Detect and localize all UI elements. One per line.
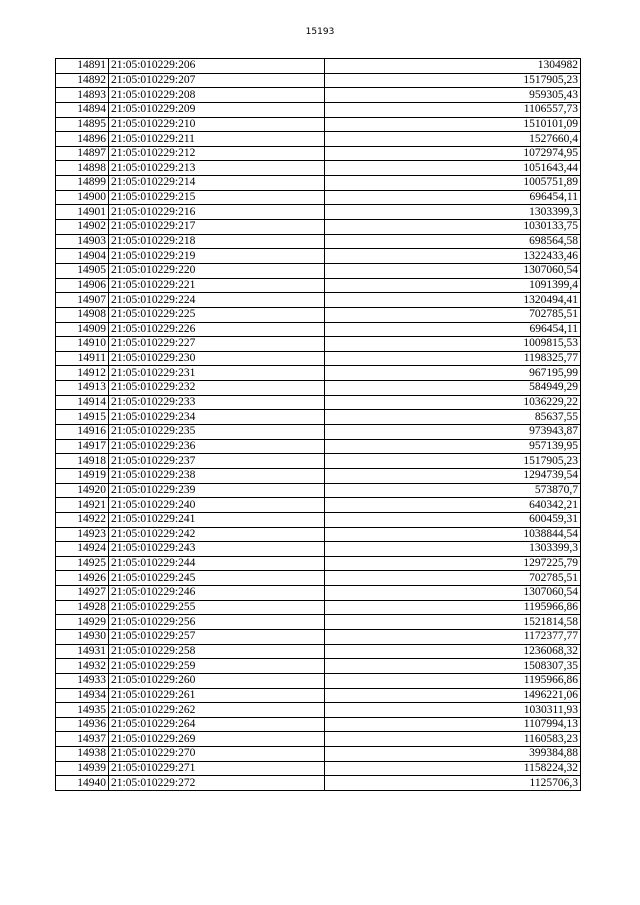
cadastral-value-cell: 1051643,44 [325, 161, 581, 176]
row-number-cell: 14939 [56, 761, 109, 776]
cadastral-value-cell: 1195966,86 [325, 673, 581, 688]
table-row [56, 673, 581, 688]
cadastral-number-cell: 21:05:010229:241 [109, 512, 325, 527]
row-number-cell: 14924 [56, 542, 109, 557]
cadastral-value-cell: 1303399,3 [325, 205, 581, 220]
row-number-cell: 14940 [56, 776, 109, 791]
table-row [56, 615, 581, 630]
table-row [56, 468, 581, 483]
row-number-cell: 14910 [56, 337, 109, 352]
cadastral-value-cell: 1304982 [325, 59, 581, 74]
row-number-cell: 14902 [56, 220, 109, 235]
cadastral-value-cell: 1106557,73 [325, 102, 581, 117]
table-row [56, 161, 581, 176]
row-number-cell: 14917 [56, 439, 109, 454]
cadastral-value-cell: 584949,29 [325, 381, 581, 396]
cadastral-value-cell: 1508307,35 [325, 659, 581, 674]
cadastral-number-cell: 21:05:010229:239 [109, 483, 325, 498]
cadastral-number-cell: 21:05:010229:213 [109, 161, 325, 176]
table-row [56, 73, 581, 88]
row-number-cell: 14895 [56, 117, 109, 132]
table-row [56, 483, 581, 498]
cadastral-value-cell: 1307060,54 [325, 263, 581, 278]
row-number-cell: 14892 [56, 73, 109, 88]
cadastral-value-cell: 1072974,95 [325, 146, 581, 161]
cadastral-number-cell: 21:05:010229:240 [109, 498, 325, 513]
cadastral-number-cell: 21:05:010229:264 [109, 717, 325, 732]
table-row [56, 703, 581, 718]
cadastral-number-cell: 21:05:010229:221 [109, 278, 325, 293]
row-number-cell: 14893 [56, 88, 109, 103]
cadastral-value-cell: 1322433,46 [325, 249, 581, 264]
table-row [56, 220, 581, 235]
cadastral-value-cell: 600459,31 [325, 512, 581, 527]
row-number-cell: 14932 [56, 659, 109, 674]
cadastral-value-cell: 640342,21 [325, 498, 581, 513]
row-number-cell: 14934 [56, 688, 109, 703]
row-number-cell: 14901 [56, 205, 109, 220]
row-number-cell: 14920 [56, 483, 109, 498]
row-number-cell: 14900 [56, 190, 109, 205]
cadastral-value-cell: 967195,99 [325, 366, 581, 381]
cadastral-value-cell: 957139,95 [325, 439, 581, 454]
cadastral-value-cell: 85637,55 [325, 410, 581, 425]
cadastral-number-cell: 21:05:010229:256 [109, 615, 325, 630]
cadastral-number-cell: 21:05:010229:210 [109, 117, 325, 132]
cadastral-value-cell: 399384,88 [325, 747, 581, 762]
cadastral-number-cell: 21:05:010229:257 [109, 629, 325, 644]
cadastral-value-cell: 1107994,13 [325, 717, 581, 732]
table-row [56, 366, 581, 381]
row-number-cell: 14923 [56, 527, 109, 542]
table-row [56, 498, 581, 513]
cadastral-value-cell: 1527660,4 [325, 132, 581, 147]
cadastral-number-cell: 21:05:010229:262 [109, 703, 325, 718]
cadastral-value-cell: 1303399,3 [325, 542, 581, 557]
table-row [56, 512, 581, 527]
cadastral-value-cell: 1236068,32 [325, 644, 581, 659]
cadastral-value-cell: 973943,87 [325, 425, 581, 440]
row-number-cell: 14896 [56, 132, 109, 147]
table-row [56, 205, 581, 220]
cadastral-value-cell: 1297225,79 [325, 556, 581, 571]
cadastral-value-cell: 696454,11 [325, 322, 581, 337]
cadastral-number-cell: 21:05:010229:261 [109, 688, 325, 703]
row-number-cell: 14931 [56, 644, 109, 659]
row-number-cell: 14930 [56, 629, 109, 644]
table-row [56, 146, 581, 161]
cadastral-number-cell: 21:05:010229:211 [109, 132, 325, 147]
cadastral-value-cell: 702785,51 [325, 307, 581, 322]
table-row [56, 307, 581, 322]
row-number-cell: 14916 [56, 425, 109, 440]
cadastral-number-cell: 21:05:010229:227 [109, 337, 325, 352]
cadastral-number-cell: 21:05:010229:215 [109, 190, 325, 205]
table-row [56, 381, 581, 396]
cadastral-number-cell: 21:05:010229:245 [109, 571, 325, 586]
cadastral-number-cell: 21:05:010229:233 [109, 395, 325, 410]
table-row [56, 527, 581, 542]
table-row [56, 190, 581, 205]
row-number-cell: 14894 [56, 102, 109, 117]
cadastral-number-cell: 21:05:010229:209 [109, 102, 325, 117]
table-row [56, 629, 581, 644]
table-row [56, 571, 581, 586]
row-number-cell: 14908 [56, 307, 109, 322]
cadastral-value-cell: 573870,7 [325, 483, 581, 498]
table-row [56, 454, 581, 469]
cadastral-value-cell: 1030133,75 [325, 220, 581, 235]
row-number-cell: 14899 [56, 176, 109, 191]
cadastral-number-cell: 21:05:010229:207 [109, 73, 325, 88]
table-row [56, 659, 581, 674]
cadastral-number-cell: 21:05:010229:216 [109, 205, 325, 220]
cadastral-number-cell: 21:05:010229:255 [109, 600, 325, 615]
cadastral-number-cell: 21:05:010229:238 [109, 468, 325, 483]
cadastral-number-cell: 21:05:010229:226 [109, 322, 325, 337]
table-row [56, 59, 581, 74]
cadastral-number-cell: 21:05:010229:237 [109, 454, 325, 469]
cadastral-value-cell: 1009815,53 [325, 337, 581, 352]
cadastral-value-cell: 959305,43 [325, 88, 581, 103]
cadastral-number-cell: 21:05:010229:259 [109, 659, 325, 674]
table-row [56, 600, 581, 615]
row-number-cell: 14898 [56, 161, 109, 176]
table-row [56, 776, 581, 791]
row-number-cell: 14903 [56, 234, 109, 249]
table-row [56, 410, 581, 425]
cadastral-number-cell: 21:05:010229:260 [109, 673, 325, 688]
cadastral-value-cell: 1320494,41 [325, 293, 581, 308]
cadastral-value-cell: 1125706,3 [325, 776, 581, 791]
cadastral-number-cell: 21:05:010229:242 [109, 527, 325, 542]
table-row [56, 644, 581, 659]
row-number-cell: 14922 [56, 512, 109, 527]
row-number-cell: 14921 [56, 498, 109, 513]
cadastral-value-cell: 1294739,54 [325, 468, 581, 483]
cadastral-number-cell: 21:05:010229:244 [109, 556, 325, 571]
row-number-cell: 14897 [56, 146, 109, 161]
table-row [56, 425, 581, 440]
table-row [56, 278, 581, 293]
table-row [56, 542, 581, 557]
table-row [56, 688, 581, 703]
cadastral-value-cell: 1198325,77 [325, 351, 581, 366]
table-row [56, 88, 581, 103]
cadastral-number-cell: 21:05:010229:243 [109, 542, 325, 557]
row-number-cell: 14937 [56, 732, 109, 747]
cadastral-value-cell: 1307060,54 [325, 586, 581, 601]
row-number-cell: 14913 [56, 381, 109, 396]
table-row [56, 761, 581, 776]
table-row [56, 717, 581, 732]
cadastral-value-cell: 1496221,06 [325, 688, 581, 703]
row-number-cell: 14906 [56, 278, 109, 293]
table-row [56, 586, 581, 601]
cadastral-number-cell: 21:05:010229:258 [109, 644, 325, 659]
row-number-cell: 14936 [56, 717, 109, 732]
row-number-cell: 14912 [56, 366, 109, 381]
cadastral-value-cell: 1521814,58 [325, 615, 581, 630]
cadastral-number-cell: 21:05:010229:235 [109, 425, 325, 440]
table-row [56, 732, 581, 747]
row-number-cell: 14927 [56, 586, 109, 601]
cadastral-number-cell: 21:05:010229:234 [109, 410, 325, 425]
row-number-cell: 14891 [56, 59, 109, 74]
cadastral-number-cell: 21:05:010229:272 [109, 776, 325, 791]
row-number-cell: 14904 [56, 249, 109, 264]
cadastral-value-cell: 1158224,32 [325, 761, 581, 776]
table-row [56, 395, 581, 410]
table-row [56, 337, 581, 352]
cadastral-number-cell: 21:05:010229:225 [109, 307, 325, 322]
cadastral-value-cell: 1510101,09 [325, 117, 581, 132]
cadastral-number-cell: 21:05:010229:208 [109, 88, 325, 103]
table-row [56, 249, 581, 264]
cadastral-value-table [55, 58, 581, 791]
table-row [56, 132, 581, 147]
cadastral-value-cell: 1091399,4 [325, 278, 581, 293]
cadastral-value-cell: 1172377,77 [325, 629, 581, 644]
cadastral-number-cell: 21:05:010229:206 [109, 59, 325, 74]
cadastral-number-cell: 21:05:010229:246 [109, 586, 325, 601]
cadastral-value-cell: 698564,58 [325, 234, 581, 249]
table-row [56, 234, 581, 249]
table-row [56, 747, 581, 762]
cadastral-value-cell: 1195966,86 [325, 600, 581, 615]
row-number-cell: 14926 [56, 571, 109, 586]
cadastral-number-cell: 21:05:010229:212 [109, 146, 325, 161]
cadastral-number-cell: 21:05:010229:217 [109, 220, 325, 235]
table-row [56, 176, 581, 191]
row-number-cell: 14938 [56, 747, 109, 762]
cadastral-value-cell: 1038844,54 [325, 527, 581, 542]
cadastral-value-cell: 1030311,93 [325, 703, 581, 718]
row-number-cell: 14905 [56, 263, 109, 278]
row-number-cell: 14925 [56, 556, 109, 571]
cadastral-number-cell: 21:05:010229:219 [109, 249, 325, 264]
cadastral-number-cell: 21:05:010229:218 [109, 234, 325, 249]
row-number-cell: 14928 [56, 600, 109, 615]
row-number-cell: 14919 [56, 468, 109, 483]
table-row [56, 293, 581, 308]
row-number-cell: 14907 [56, 293, 109, 308]
cadastral-number-cell: 21:05:010229:220 [109, 263, 325, 278]
row-number-cell: 14911 [56, 351, 109, 366]
row-number-cell: 14935 [56, 703, 109, 718]
table-row [56, 439, 581, 454]
cadastral-value-cell: 1160583,23 [325, 732, 581, 747]
table-row [56, 556, 581, 571]
cadastral-value-cell: 696454,11 [325, 190, 581, 205]
cadastral-value-cell: 1517905,23 [325, 73, 581, 88]
row-number-cell: 14909 [56, 322, 109, 337]
cadastral-number-cell: 21:05:010229:236 [109, 439, 325, 454]
table-body [56, 59, 581, 791]
cadastral-number-cell: 21:05:010229:269 [109, 732, 325, 747]
cadastral-number-cell: 21:05:010229:232 [109, 381, 325, 396]
row-number-cell: 14929 [56, 615, 109, 630]
cadastral-value-cell: 702785,51 [325, 571, 581, 586]
cadastral-number-cell: 21:05:010229:270 [109, 747, 325, 762]
cadastral-number-cell: 21:05:010229:230 [109, 351, 325, 366]
cadastral-number-cell: 21:05:010229:214 [109, 176, 325, 191]
cadastral-number-cell: 21:05:010229:224 [109, 293, 325, 308]
row-number-cell: 14915 [56, 410, 109, 425]
table-row [56, 102, 581, 117]
table-row [56, 263, 581, 278]
cadastral-value-cell: 1005751,89 [325, 176, 581, 191]
row-number-cell: 14914 [56, 395, 109, 410]
table-row [56, 117, 581, 132]
cadastral-number-cell: 21:05:010229:231 [109, 366, 325, 381]
table-row [56, 351, 581, 366]
cadastral-value-cell: 1036229,22 [325, 395, 581, 410]
row-number-cell: 14933 [56, 673, 109, 688]
cadastral-value-cell: 1517905,23 [325, 454, 581, 469]
page-number: 15193 [305, 27, 335, 37]
row-number-cell: 14918 [56, 454, 109, 469]
cadastral-number-cell: 21:05:010229:271 [109, 761, 325, 776]
table-row [56, 322, 581, 337]
